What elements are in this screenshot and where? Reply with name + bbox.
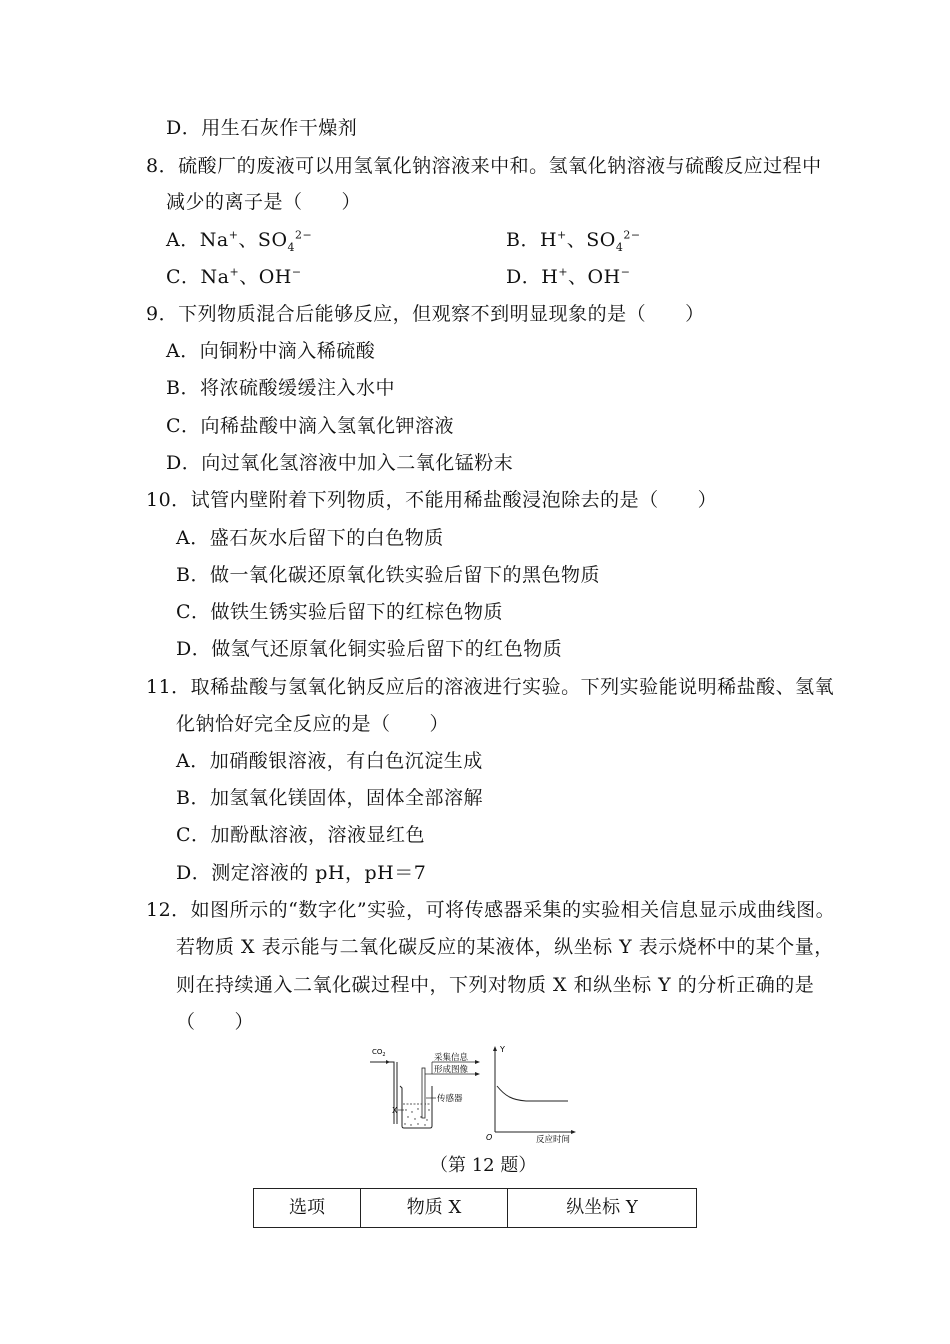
q11-option-b: B．加氢氧化镁固体，固体全部溶解 (176, 787, 483, 809)
answer-table (253, 1188, 697, 1228)
q12-stem-line3: 则在持续通入二氧化碳过程中，下列对物质 X 和纵坐标 Y 的分析正确的是 (176, 974, 815, 996)
q11-option-c: C．加酚酞溶液，溶液显红色 (176, 824, 426, 846)
subscript: 4 (615, 240, 624, 254)
charge: − (291, 265, 302, 279)
q10-option-a: A．盛石灰水后留下的白色物质 (176, 527, 444, 549)
figure-caption: （第 12 题） (430, 1155, 537, 1176)
ion: Na (199, 229, 229, 251)
q10-option-b: B．做一氧化碳还原氧化铁实验后留下的黑色物质 (176, 564, 600, 586)
q10-option-c: C．做铁生锈实验后留下的红棕色物质 (176, 601, 504, 623)
header-y-axis: 纵坐标 Y (508, 1189, 697, 1228)
q9-option-d: D．向过氧化氢溶液中加入二氧化锰粉末 (166, 452, 514, 474)
charge: − (620, 265, 631, 279)
charge: + (558, 265, 569, 279)
q10-option-d: D．做氢气还原氧化铜实验后留下的红色物质 (176, 638, 563, 660)
charge: 2− (295, 228, 313, 242)
q12-stem-line2: 若物质 X 表示能与二氧化碳反应的某液体，纵坐标 Y 表示烧杯中的某个量， (176, 936, 834, 958)
ion: OH (258, 266, 292, 288)
q11-option-a: A．加硝酸银溶液，有白色沉淀生成 (176, 750, 483, 772)
collect-label: 采集信息 (434, 1053, 469, 1063)
form-arrow-head (475, 1072, 480, 1076)
option-label: A． (166, 229, 200, 251)
subscript: 4 (287, 240, 296, 254)
header-option: 选项 (254, 1189, 361, 1228)
x-label: X (392, 1106, 398, 1115)
q11-stem-line1: 11．取稀盐酸与氢氧化钠反应后的溶液进行实验。下列实验能说明稀盐酸、氢氧 (146, 676, 835, 698)
q9-option-a: A．向铜粉中滴入稀硫酸 (166, 340, 376, 362)
separator: 、 (238, 229, 258, 251)
form-label: 形成图像 (434, 1065, 469, 1075)
q8-stem-line2: 减少的离子是（ ） (166, 191, 362, 213)
co2-arrow-head (386, 1060, 390, 1064)
ion: SO (257, 229, 288, 251)
collect-arrow-head (475, 1060, 480, 1064)
origin-label: O (486, 1133, 493, 1142)
charge: + (557, 228, 567, 242)
q9-option-b: B．将浓硫酸缓缓注入水中 (166, 377, 395, 399)
charge: + (229, 265, 240, 279)
x-axis-arrow (571, 1130, 576, 1134)
q11-option-d: D．测定溶液的 pH，pH＝7 (176, 862, 427, 884)
y-axis-label: Y (500, 1045, 505, 1054)
q12-stem-line4: （ ） (176, 1011, 255, 1033)
y-axis-arrow (493, 1046, 497, 1051)
q12-stem-line1: 12．如图所示的“数字化”实验，可将传感器采集的实验相关信息显示成曲线图。 (146, 899, 836, 921)
co2-label: $CO_2$ (372, 1048, 386, 1058)
q7-option-d: D．用生石灰作干燥剂 (166, 117, 358, 139)
q11-stem-line2: 化钠恰好完全反应的是（ ） (176, 713, 450, 735)
header-substance-x: 物质 X (361, 1189, 508, 1228)
sensor-probe (422, 1068, 425, 1118)
experiment-figure (360, 1040, 590, 1146)
ion: H (539, 229, 558, 251)
ion: OH (587, 266, 621, 288)
q10-stem: 10．试管内壁附着下列物质，不能用稀盐酸浸泡除去的是（ ） (146, 489, 718, 511)
option-label: B． (506, 229, 540, 251)
separator: 、 (239, 266, 259, 288)
q8-option-b (506, 228, 641, 252)
q8-option-d (506, 265, 630, 289)
sensor-label: 传感器 (437, 1094, 463, 1104)
q8-stem-line1: 8．硫酸厂的废液可以用氢氧化钠溶液来中和。氢氧化钠溶液与硫酸反应过程中 (146, 155, 822, 177)
charge: 2− (623, 228, 641, 242)
liquid-dots (404, 1108, 429, 1125)
beaker (400, 1086, 432, 1128)
ion: Na (200, 266, 230, 288)
ion: H (541, 266, 559, 288)
option-label: D． (506, 266, 542, 288)
ion: SO (586, 229, 616, 251)
charge: + (228, 228, 239, 242)
q9-option-c: C．向稀盐酸中滴入氢氧化钾溶液 (166, 415, 455, 437)
q9-stem: 9．下列物质混合后能够反应，但观察不到明显现象的是（ ） (146, 303, 705, 325)
x-axis-label: 反应时间 (536, 1135, 571, 1145)
option-label: C． (166, 266, 201, 288)
separator: 、 (566, 229, 587, 251)
table-header-row (254, 1189, 697, 1228)
q8-option-a (166, 228, 312, 252)
q8-option-c (166, 265, 302, 289)
response-curve (497, 1086, 568, 1101)
separator: 、 (568, 266, 588, 288)
